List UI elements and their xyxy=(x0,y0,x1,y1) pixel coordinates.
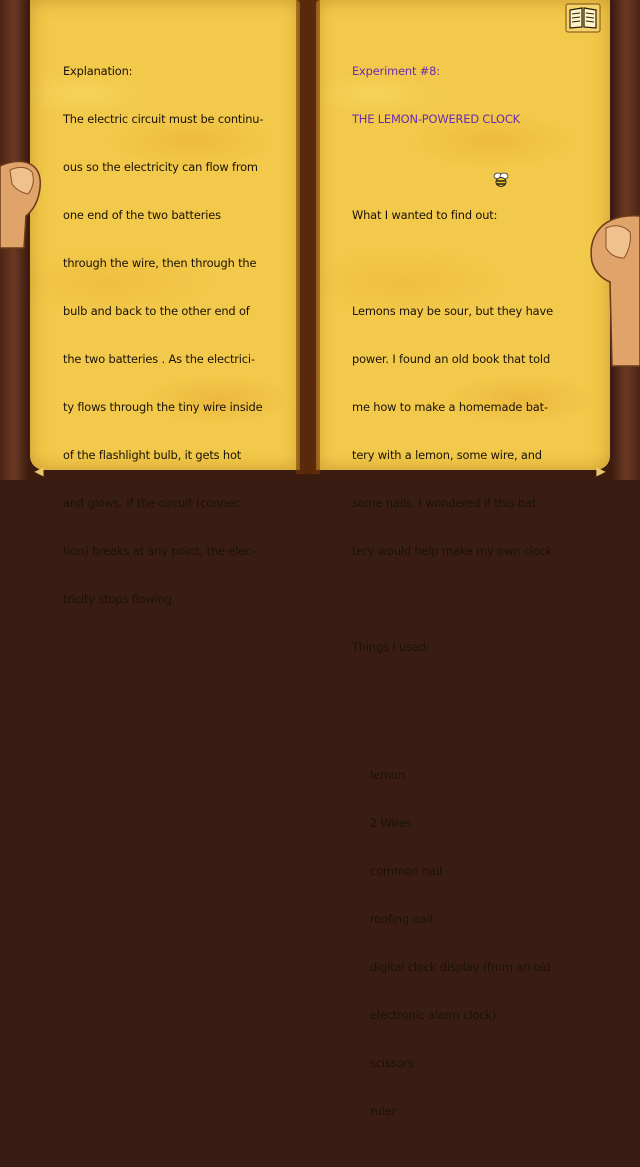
explanation-line: one end of the two batteries xyxy=(63,208,221,222)
intro-line: tery would help make my own clock. xyxy=(352,544,556,558)
left-thumb-icon xyxy=(0,158,44,248)
intro-line: some nails. I wondered if this bat- xyxy=(352,496,541,510)
explanation-line: the two batteries . As the electrici- xyxy=(63,352,255,366)
left-page-text xyxy=(63,31,263,623)
prev-page-arrow-icon[interactable]: ◀ xyxy=(34,464,44,478)
materials-list xyxy=(352,735,556,1151)
material-item: common nail xyxy=(370,864,443,878)
material-item: lemon xyxy=(370,768,405,782)
bee-cursor-icon xyxy=(492,171,510,189)
book-spine xyxy=(296,0,320,474)
intro-line: tery with a lemon, some wire, and xyxy=(352,448,542,462)
explanation-line: through the wire, then through the xyxy=(63,256,257,270)
material-item: electronic alarm clock) xyxy=(370,1008,497,1022)
right-page-text xyxy=(352,31,556,1167)
book-icon[interactable] xyxy=(566,4,600,32)
next-page-arrow-icon[interactable]: ▶ xyxy=(596,464,606,478)
explanation-line: of the flashlight bulb, it gets hot xyxy=(63,448,242,462)
intro-line: Lemons may be sour, but they have xyxy=(352,304,553,318)
right-thumb-icon xyxy=(586,216,640,366)
intro-line: power. I found an old book that told xyxy=(352,352,551,366)
explanation-line: and glows. If the circuit (connec- xyxy=(63,496,245,510)
material-item: ruler xyxy=(370,1104,397,1118)
material-item: digital clock display (from an old xyxy=(370,960,551,974)
question-heading: What I wanted to find out: xyxy=(352,208,498,222)
explanation-line: ous so the electricity can flow from xyxy=(63,160,258,174)
materials-heading: Things I used: xyxy=(352,640,430,654)
explanation-line: The electric circuit must be continu- xyxy=(63,112,264,126)
material-item: 2 Wires xyxy=(370,816,412,830)
intro-line: me how to make a homemade bat- xyxy=(352,400,548,414)
experiment-number: Experiment #8: xyxy=(352,64,440,78)
explanation-line: tricity stops flowing. xyxy=(63,592,176,606)
explanation-line: ty flows through the tiny wire inside xyxy=(63,400,263,414)
material-item: scissors xyxy=(370,1056,414,1070)
explanation-line: bulb and back to the other end of xyxy=(63,304,250,318)
material-item: roofing nail xyxy=(370,912,433,926)
explanation-line: tion) breaks at any point, the elec- xyxy=(63,544,256,558)
explanation-heading: Explanation: xyxy=(63,64,133,78)
experiment-title: THE LEMON-POWERED CLOCK xyxy=(352,112,520,126)
